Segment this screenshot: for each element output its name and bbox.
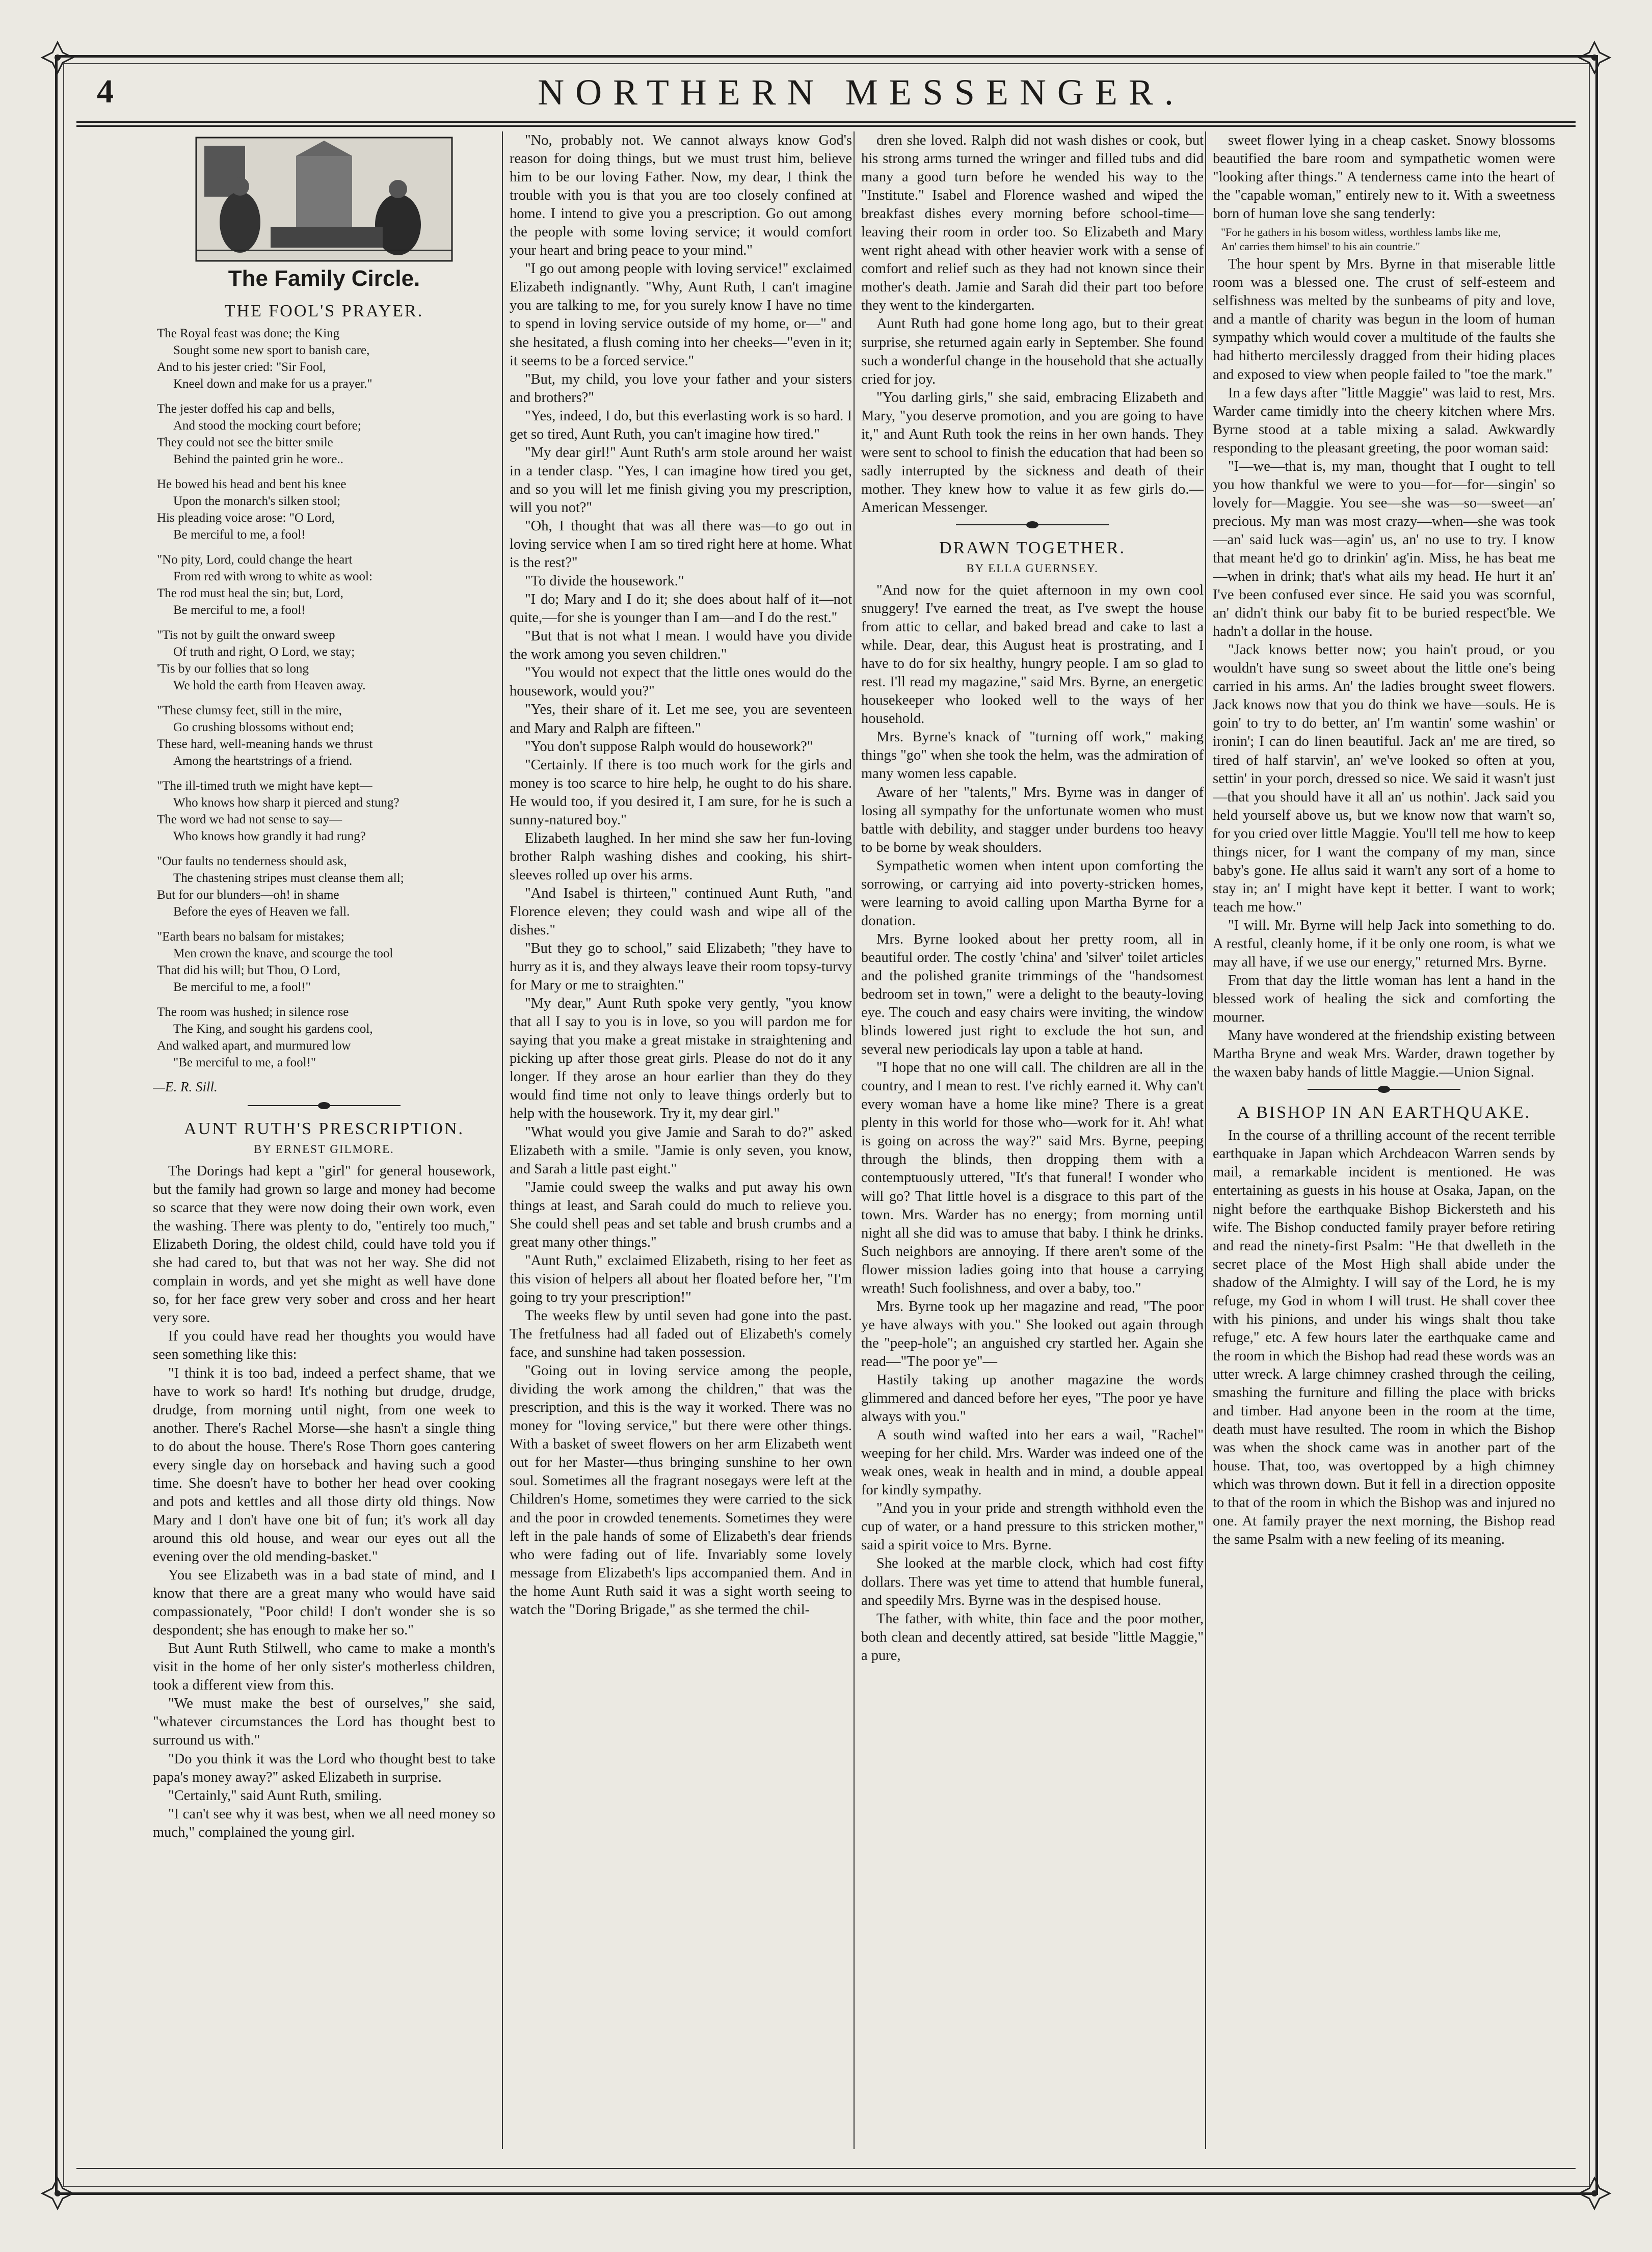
paragraph: "You darling girls," she said, embracing Elizabeth and Mary, "you deserve promotion, and you are going to have it," and Aunt Ruth took the reins in her own hands. They were sent to school to finish the education that had been so sadly interrupted by the sickness and death of their mother. They knew how to value it as few girls do.—American Messenger. — [861, 389, 1204, 516]
article-title: A BISHOP IN AN EARTHQUAKE. — [1237, 1103, 1531, 1122]
poem-stanza — [157, 853, 495, 920]
poem-line: From red with wrong to white as wool: — [173, 570, 372, 583]
paragraph: Aware of her "talents," Mrs. Byrne was in danger of losing all sympathy for the unfortunate women who must battle with debility, and stagger under burdens too heavy to be borne by weak shoulders. — [861, 784, 1204, 855]
paragraph: "My dear girl!" Aunt Ruth's arm stole around her waist in a tender clasp. "Yes, I can imagine how tired you get, and so you will let me finish giving you my prescription, will you not?" — [510, 444, 852, 516]
paragraph: "I go out among people with loving service!" exclaimed Elizabeth indignantly. "Why, Aunt Ruth, I can't imagine you are talking to me, for you surely know I have no time to spend in loving service outside of my home, or—" and she hesitated, a flush coming into her cheeks—"even in it; it seems to be a forced service." — [510, 261, 852, 369]
poem-line: Sought some new sport to banish care, — [173, 343, 370, 357]
paragraph: "My dear," Aunt Ruth spoke very gently, "you know that all I say to you is in love, so you will pardon me for saying that you make a great mistake in straightening and picking up after those great girls. Please do not do it any longer. If they arose an hour earlier than they do they would find time not only to leave things orderly but to help with the housework. Try it, my dear girl." — [510, 996, 852, 1122]
poem-line: And stood the mocking court before; — [173, 419, 361, 433]
article-body — [510, 131, 852, 1619]
paragraph: "But they go to school," said Elizabeth; "they have to hurry as it is, and they always leave their room topsy-turvy for Mary or me to straighten." — [510, 941, 852, 994]
poem-line: They could not see the bitter smile — [157, 436, 333, 449]
paragraph: "I—we—that is, my man, thought that I ought to tell you how thankful we were to you—for—for—singin' so lovely for—Maggie. You see—she was—so—sweet—an' precious. My man was most crazy—when—she was took—an' said luck was—agin' us, an' no use to try. I know that meant he'd go to drinkin' ag'in. Miss, he has beat me—when in drink; that's what ails my head. He hurt it an' I've been confused ever since. He said you was scornful, an' didn't think our baby fit to be buried respect'ble. We hadn't a dollar in the house. — [1213, 458, 1555, 640]
poem-line: Who knows how grandly it had rung? — [173, 829, 366, 843]
paragraph: Sympathetic women when intent upon comforting the sorrowing, or carrying aid into poverty-stricken homes, were learning to avoid calling upon Martha Byrne for a donation. — [861, 857, 1204, 929]
poem-line: "Be merciful to me, a fool!" — [173, 1056, 316, 1069]
paragraph: "I do; Mary and I do it; she does about half of it—not quite,—for she is younger than I am—and I do the rest." — [510, 592, 852, 626]
poem-line: Men crown the knave, and scourge the tool — [173, 947, 393, 960]
paragraph: "Certainly. If there is too much work for the girls and money is too scarce to hire help, he ought to do his share. He would too, if you desired it, I am sure, for he is such a sunny-natured boy." — [510, 757, 852, 828]
footer-rule — [76, 2168, 1576, 2169]
poem-stanza — [157, 551, 495, 619]
poem-line: The room was hushed; in silence rose — [157, 1005, 349, 1019]
poem-stanza — [157, 928, 495, 996]
poem-line: The King, and sought his gardens cool, — [173, 1022, 373, 1036]
column-divider — [502, 131, 503, 2149]
poem-body — [157, 325, 495, 1071]
ornament-corner-icon — [1577, 40, 1612, 75]
paragraph: Mrs. Byrne took up her magazine and read, "The poor ye have always with you." She looked out again through the "peep-hole"; an anguished cry startled her. Again she read—"The poor ye"— — [861, 1298, 1204, 1370]
paragraph: But Aunt Ruth Stilwell, who came to make a month's visit in the home of her only sister's motherless children, took a different view from this. — [153, 1641, 495, 1694]
poem-line: Be merciful to me, a fool!" — [173, 980, 311, 994]
paragraph: sweet flower lying in a cheap casket. Snowy blossoms beautified the bare room and sympathetic women were "looking after things." A tenderness came into the heart of the "capable woman," entirely new to it. With a sweetness born of human love she sang tenderly: — [1213, 132, 1555, 222]
poem-line: The jester doffed his cap and bells, — [157, 402, 335, 416]
column-2 — [510, 131, 852, 2149]
paragraph: Mrs. Byrne looked about her pretty room, all in beautiful order. The costly 'china' and 'silver' toilet articles and the polished granite trimmings of the "handsomest bedroom set in town," were a delight to the beauty-loving eye. The couch and easy chairs were inviting, the window blinds lowered just right to exclude the hot sun, and several new periodicals lay upon a table at hand. — [861, 931, 1204, 1058]
poem-line: Among the heartstrings of a friend. — [173, 754, 353, 768]
article-divider — [248, 1105, 401, 1110]
poem-line: Be merciful to me, a fool! — [173, 528, 306, 542]
article-body — [1213, 255, 1555, 1082]
poem-line: "Tis not by guilt the onward sweep — [157, 628, 335, 642]
paragraph: "Oh, I thought that was all there was—to go out in loving service when I am so tired right here at home. What is the rest?" — [510, 518, 852, 571]
paragraph: In the course of a thrilling account of the recent terrible earthquake in Japan which Archdeacon Warren sends by mail, a remarkable incident is mentioned. He was entertaining as guests in his house at Osaka, Japan, on the night before the earthquake Bishop Bickersteth and his wife. The Bishop conducted family prayer before retiring and read the ninety-first Psalm: "He that dwelleth in the secret place of the Most High shall abide under the shadow of the Almighty. I will say of the Lord, he is my refuge, my God in whom I will trust. He shall cover thee with his pinions, and under his wings shalt thou take refuge," etc. A few hours later the earthquake came and the room in which the Bishop had read these words was an utter wreck. A large chimney crashed through the ceiling, smashing the furniture and filling the place with bricks and timber. Had anyone been in the room at the time, death must have resulted. The room in which the Bishop was when the shock came was in another part of the house. That, too, was overtopped by a high chimney which was thrown down. But it fell in a direction opposite to that of the room in which the Bishop was and injured no one. At family prayer the next morning, the Bishop read the same Psalm with a new feeling of its meaning. — [1213, 1128, 1555, 1548]
poem-line: Go crushing blossoms without end; — [173, 720, 354, 734]
article-byline: BY ERNEST GILMORE. — [254, 1143, 394, 1156]
masthead — [97, 66, 1554, 117]
column-3 — [861, 131, 1204, 2149]
paragraph: If you could have read her thoughts you would have seen something like this: — [153, 1328, 495, 1363]
article-title: AUNT RUTH'S PRESCRIPTION. — [184, 1119, 464, 1138]
poem-line: Who knows how sharp it pierced and stung? — [173, 796, 399, 810]
poem-line: Upon the monarch's silken stool; — [173, 494, 341, 508]
paragraph: Hastily taking up another magazine the words glimmered and danced before her eyes, "The poor ye have always with you." — [861, 1372, 1204, 1425]
paragraph: "We must make the best of ourselves," she said, "whatever circumstances the Lord has thought best to surround us with." — [153, 1696, 495, 1749]
poem-stanza — [157, 627, 495, 694]
paragraph: You see Elizabeth was in a bad state of mind, and I know that there are a great many who would have said compassionately, "Poor child! I don't wonder she is so despondent; she has enough to make her so." — [153, 1567, 495, 1639]
poem-stanza — [157, 400, 495, 468]
verse-line: An' carries them himsel' to his ain countrie." — [1221, 239, 1420, 253]
paragraph: Aunt Ruth had gone home long ago, but to their great surprise, she returned again early in September. She found such a wonderful change in the household that she actually cried for joy. — [861, 316, 1204, 387]
paragraph: "I think it is too bad, indeed a perfect shame, that we have to work so hard! It's nothing but drudge, drudge, drudge, from morning until night, from one week to another. There's Rachel Morse—she hasn't a single thing to do about the house. There's Rose Thorn goes cantering every single day on horseback and having such a good time. She doesn't have to bother her head over cooking and pots and kettles and all those dirty old things. Now Mary and I don't have one bit of fun; it's work all day around this old house, and wear our eyes out all the evening over the old mending-basket." — [153, 1365, 495, 1565]
poem-line: 'Tis by our follies that so long — [157, 662, 309, 676]
paragraph: "Yes, their share of it. Let me see, you are seventeen and Mary and Ralph are fifteen." — [510, 702, 852, 736]
ornament-corner-icon — [40, 2176, 75, 2211]
family-scene-engraving — [194, 136, 454, 263]
paragraph: "And you in your pride and strength withhold even the cup of water, or a hand pressure to this stricken mother," said a spirit voice to Mrs. Byrne. — [861, 1500, 1204, 1553]
paragraph: "And now for the quiet afternoon in my own cool snuggery! I've earned the treat, as I've swept the house from attic to cellar, and baked bread and cake to last a while. Dear, dear, this August heat is prostrating, and I have to do for six healthy, hungry people. I am so glad to rest. I'll read my magazine," said Mrs. Byrne, an energetic housekeeper who looked well to the ways of her household. — [861, 582, 1204, 727]
verse-quote — [1213, 225, 1555, 253]
paragraph: "Aunt Ruth," exclaimed Elizabeth, rising to her feet as this vision of helpers all about her floated before her, "I'm going to try your prescription!" — [510, 1252, 852, 1305]
poem-stanza — [157, 1004, 495, 1071]
poem-line: But for our blunders—oh! in shame — [157, 888, 339, 902]
paragraph: "And Isabel is thirteen," continued Aunt Ruth, "and Florence eleven; they could wash and wipe all of the dishes." — [510, 885, 852, 939]
poem-line: Before the eyes of Heaven we fall. — [173, 905, 350, 919]
poem-line: He bowed his head and bent his knee — [157, 477, 347, 491]
article-body — [861, 581, 1204, 1665]
paragraph: "No, probably not. We cannot always know God's reason for doing things, but we must trust him, believe him to be our loving Father. Now, my dear, I think the trouble with you is that you are too closely confined at home. I intend to give you a prescription. Go out among the people with some loving service; it would comfort your heart and bring peace to your mind." — [510, 132, 852, 259]
article-body — [1213, 1127, 1555, 1549]
paragraph: The father, with white, thin face and the poor mother, both clean and decently attired, sat beside "little Maggie," a pure, — [861, 1611, 1204, 1664]
poem-line: And walked apart, and murmured low — [157, 1039, 351, 1053]
paragraph: "You don't suppose Ralph would do housework?" — [525, 738, 813, 755]
article-byline: BY ELLA GUERNSEY. — [966, 561, 1099, 575]
paragraph: "You would not expect that the little ones would do the housework, would you?" — [510, 665, 852, 700]
poem-line: "Our faults no tenderness should ask, — [157, 854, 347, 868]
article-divider — [956, 524, 1109, 529]
masthead-rule — [76, 121, 1576, 123]
column-4 — [1213, 131, 1555, 2149]
poem-line: Behind the painted grin he wore.. — [173, 452, 343, 466]
paragraph: "Certainly," said Aunt Ruth, smiling. — [168, 1787, 382, 1804]
paragraph: "But that is not what I mean. I would have you divide the work among you seven children." — [510, 628, 852, 663]
poem-stanza — [157, 702, 495, 769]
poem-line: Be merciful to me, a fool! — [173, 603, 306, 617]
paragraph: The Dorings had kept a "girl" for general housework, but the family had grown so large and money had become so scarce that they were now doing their own work, even the washing. There was plenty to do, "entirely too much," Elizabeth Doring, the oldest child, could have told you if she had cared to, but that was not her way. She did not complain in words, and yet she might as well have done so, for her face grew very sober and cross and her heart very sore. — [153, 1163, 495, 1326]
poem-attribution: —E. R. Sill. — [153, 1079, 218, 1094]
poem-line: The rod must heal the sin; but, Lord, — [157, 586, 343, 600]
masthead-rule — [76, 125, 1576, 127]
poem-stanza — [157, 778, 495, 845]
poem-line: The chastening stripes must cleanse them all; — [173, 871, 404, 885]
paragraph: "But, my child, you love your father and your sisters and brothers?" — [510, 371, 852, 406]
article-body — [861, 131, 1204, 517]
poem-line: His pleading voice arose: "O Lord, — [157, 511, 335, 525]
paragraph: Many have wondered at the friendship existing between Martha Bryne and weak Mrs. Warder, drawn together by the waxen baby hands of little Maggie.—Union Signal. — [1213, 1028, 1555, 1081]
paragraph: Elizabeth laughed. In her mind she saw her fun-loving brother Ralph washing dishes and cooking, his shirt-sleeves rolled up over his arms. — [510, 830, 852, 883]
paragraph: Mrs. Byrne's knack of "turning off work," making things "go" when she took the helm, was the admiration of many women less capable. — [861, 729, 1204, 782]
paragraph: "Do you think it was the Lord who thought best to take papa's money away?" asked Elizabeth in surprise. — [153, 1751, 495, 1785]
paragraph: dren she loved. Ralph did not wash dishes or cook, but his strong arms turned the wringer and filled tubs and did many a good turn before he wended his way to the "Institute." Isabel and Florence washed and wiped the breakfast dishes every morning before school-time—leaving their room in order too. So Elizabeth and Mary went right ahead with other heavier work with a sense of comfort and relief such as they had not known since their mother's death. Jamie and Sarah did their part too before they went to the kindergarten. — [861, 132, 1204, 314]
paragraph: From that day the little woman has lent a hand in the blessed work of healing the sick and comforting the mourner. — [1213, 973, 1555, 1026]
article-title: DRAWN TOGETHER. — [939, 538, 1126, 557]
article-body — [153, 1162, 495, 1842]
paragraph: "Jack knows better now; you hain't proud, or you wouldn't have sung so sweet about the little one's being carried in his arms. An' the ladies brought sweet flowers. Jack knows now that you do think we have—souls. He is goin' to try to do better, an' I'm wantin' some washin' or ironin'; I can do linen beautiful. Jack an' me are tired, so tired of half starvin', an' we've looked so often at you, settin' in your porch, dressed so nice. We said it wasn't just—that you should have it all an' us nothin'. Jack said you held yourself above us, but we know now that warn't so, for you cried over little Maggie. You'll tell me how to keep things nicer, for I want the company of my man, since baby's gone. He allus said it warn't any sort of a home to stay in; an' I might have kept it better. I want to work; teach me how." — [1213, 642, 1555, 915]
paragraph: In a few days after "little Maggie" was laid to rest, Mrs. Warder came timidly into the cheery kitchen where Mrs. Byrne stood at a table mixing a salad. Awkwardly responding to the pleasant greeting, the poor woman said: — [1213, 385, 1555, 456]
article-body — [1213, 131, 1555, 223]
paragraph: "Yes, indeed, I do, but this everlasting work is so hard. I get so tired, Aunt Ruth, you can't imagine how tired." — [510, 408, 852, 442]
paragraph: The hour spent by Mrs. Byrne in that miserable little room was a blessed one. The crust of self-esteem and selfishness was melted by the sunbeams of pity and love, and a mantle of charity was begun in the loom of human sympathy which would cover a multitude of the faults she had hitherto mercilessly dragged from their hiding places and exposed to view when people failed to "toe the mark." — [1213, 256, 1555, 383]
paragraph: "Going out in loving service among the people, dividing the work among the children," that was the prescription, and this is the way it worked. There was no money for "loving service," but there were other things. With a basket of sweet flowers on her arm Elizabeth went out for her Master—thus bringing sunshine to her own soul. Sometimes all the fragrant nosegays were left at the Children's Home, sometimes they were carried to the sick and the poor in crowded tenements. Sometimes they were left in the pale hands of some of Elizabeth's dear friends who were fading out of life. Invariably some lovely message from Elizabeth's lips accompanied them. And in the home Aunt Ruth said it was a sight worth seeing to watch the "Doring Brigade," as she termed the chil- — [510, 1363, 852, 1618]
poem-line: "No pity, Lord, could change the heart — [157, 553, 353, 567]
poem-line: We hold the earth from Heaven away. — [173, 679, 366, 692]
poem-title: THE FOOL'S PRAYER. — [224, 302, 424, 320]
poem-line: And to his jester cried: "Sir Fool, — [157, 360, 326, 374]
paragraph: The weeks flew by until seven had gone into the past. The fretfulness had all faded out of Elizabeth's comely face, and sunshine had taken possession. — [510, 1308, 852, 1361]
article-divider — [1308, 1089, 1460, 1094]
column-1 — [153, 131, 495, 2149]
ornament-corner-icon — [40, 40, 75, 75]
paragraph: "Jamie could sweep the walks and put away his own things at least, and Sarah could do much to relieve you. She could shell peas and set table and brush crumbs and a great many other things." — [510, 1179, 852, 1250]
poem-line: These hard, well-meaning hands we thrust — [157, 737, 373, 751]
section-heading: The Family Circle. — [228, 266, 420, 291]
poem-line: Kneel down and make for us a prayer." — [173, 377, 372, 391]
poem-line: The Royal feast was done; the King — [157, 327, 340, 340]
ornament-corner-icon — [1577, 2176, 1612, 2211]
column-divider — [1205, 131, 1206, 2149]
paper-title: NORTHERN MESSENGER. — [538, 72, 1185, 113]
poem-line: "Earth bears no balsam for mistakes; — [157, 930, 344, 944]
poem-line: That did his will; but Thou, O Lord, — [157, 963, 340, 977]
verse-line: "For he gathers in his bosom witless, worthless lambs like me, — [1221, 226, 1501, 239]
poem-line: "These clumsy feet, still in the mire, — [157, 704, 342, 717]
poem-stanza — [157, 325, 495, 392]
poem-line: "The ill-timed truth we might have kept— — [157, 779, 372, 793]
paragraph: She looked at the marble clock, which had cost fifty dollars. There was yet time to attend that humble funeral, and speedily Mrs. Byrne was in the despised house. — [861, 1556, 1204, 1608]
paragraph: A south wind wafted into her ears a wail, "Rachel" weeping for her child. Mrs. Warder was indeed one of the weak ones, weak in health and in mind, a double appeal for kindly sympathy. — [861, 1427, 1204, 1498]
paragraph: "I will. Mr. Byrne will help Jack into something to do. A restful, cleanly home, if it be only one room, is what we may all have, if we use our energy," returned Mrs. Byrne. — [1213, 917, 1555, 971]
column-divider — [854, 131, 855, 2149]
paragraph: "What would you give Jamie and Sarah to do?" asked Elizabeth with a smile. "Jamie is only seven, you know, and Sarah a little past eight." — [510, 1124, 852, 1177]
paragraph: "I can't see why it was best, when we all need money so much," complained the young girl. — [153, 1806, 495, 1840]
poem-line: The word we had not sense to say— — [157, 813, 342, 826]
poem-stanza — [157, 476, 495, 543]
paragraph: "I hope that no one will call. The children are all in the country, and I mean to rest. I've richly earned it. Why can't every woman have a home like mine? There is a great plenty in this world for those who—work for it. Ah! what is going on across the way?" said Mrs. Byrne, peeping through the blinds, then dropping them with a contemptuously uttered, "It's that funeral! I wonder who will go? That little hovel is a disgrace to this part of the town. Mrs. Warder has no energy; from morning until night all she did was to amuse that baby. I think he drinks. Such neighbors are annoying. If there aren't some of the flower mission ladies going into that house a carrying wreath! Such foolishness, and over a baby, too." — [861, 1060, 1204, 1296]
page-number: 4 — [97, 73, 114, 110]
paragraph: "To divide the housework." — [525, 573, 684, 589]
poem-line: Of truth and right, O Lord, we stay; — [173, 645, 355, 659]
